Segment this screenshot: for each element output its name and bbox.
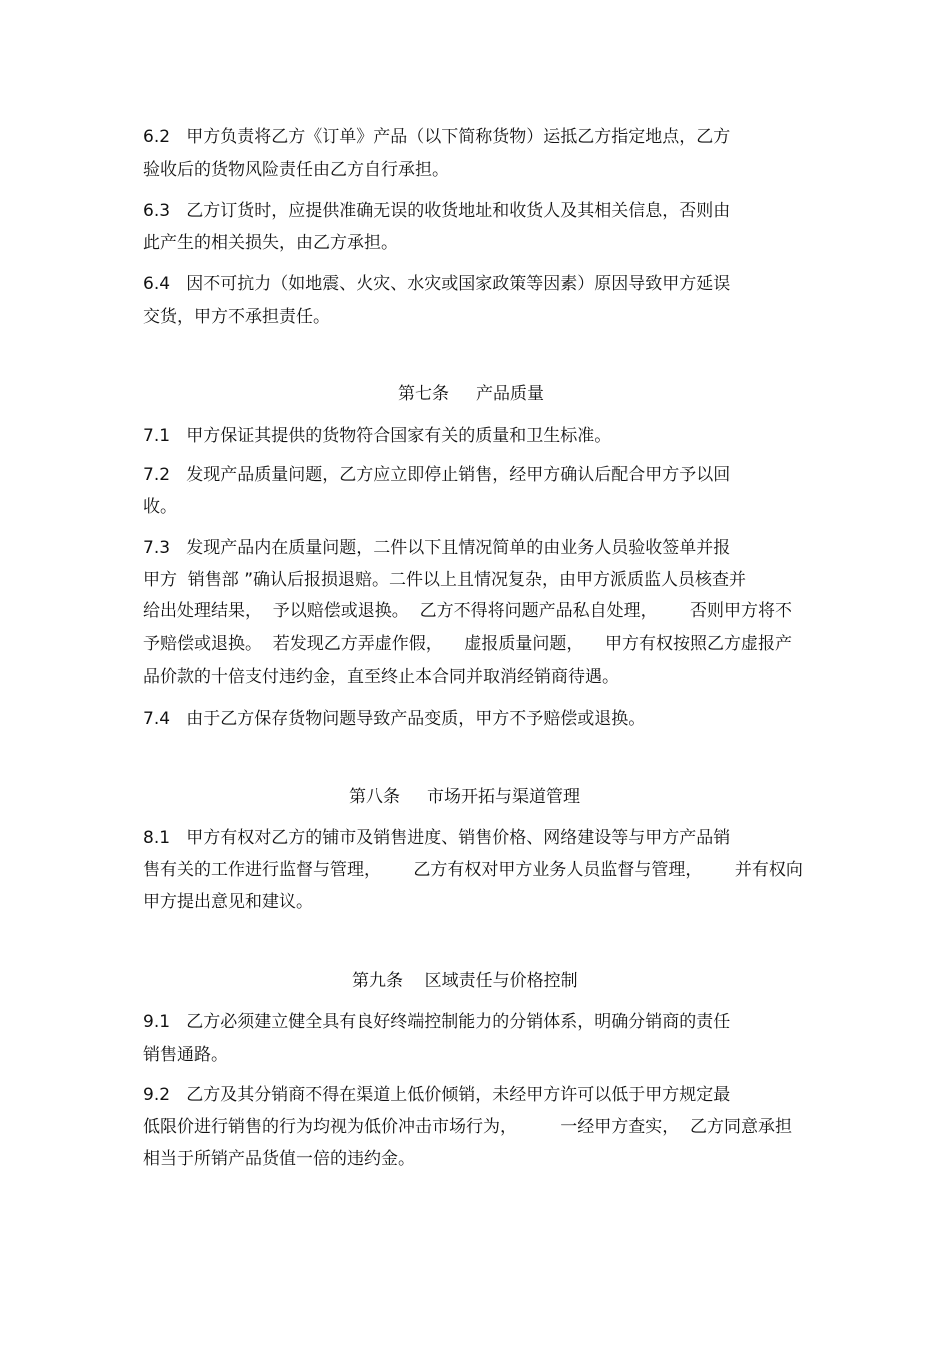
clause-9-2-line-2: 低限价进行销售的行为均视为低价冲击市场行为， 一经甲方查实， 乙方同意承担 — [143, 1117, 793, 1137]
clause-9-1-line-2: 销售通路。 — [143, 1045, 228, 1065]
clause-7-2-line-2: 收。 — [143, 497, 177, 517]
article-8-heading: 第八条 市场开拓与渠道管理 — [349, 787, 581, 807]
clause-6-3-line-2: 此产生的相关损失，由乙方承担。 — [143, 233, 398, 253]
clause-7-2-line-1: 7.2 发现产品质量问题，乙方应立即停止销售，经甲方确认后配合甲方予以回 — [143, 465, 731, 485]
clause-7-1-line-1: 7.1 甲方保证其提供的货物符合国家有关的质量和卫生标准。 — [143, 426, 612, 446]
clause-7-3-line-5: 品价款的十倍支付违约金，直至终止本合同并取消经销商待遇。 — [143, 667, 619, 687]
clause-7-3-line-1: 7.3 发现产品内在质量问题，二件以下且情况简单的由业务人员验收签单并报 — [143, 538, 731, 558]
clause-8-1-line-2: 售有关的工作进行监督与管理， 乙方有权对甲方业务人员监督与管理， 并有权向 — [143, 860, 803, 880]
clause-6-4-line-2: 交货，甲方不承担责任。 — [143, 307, 330, 327]
clause-8-1-line-1: 8.1 甲方有权对乙方的铺市及销售进度、销售价格、网络建设等与甲方产品销 — [143, 828, 731, 848]
article-9-heading: 第九条 区域责任与价格控制 — [352, 971, 578, 991]
clause-8-1-line-3: 甲方提出意见和建议。 — [143, 892, 313, 912]
clause-7-3-line-3: 给出处理结果， 予以赔偿或退换。 乙方不得将问题产品私自处理， 否则甲方将不 — [143, 601, 793, 621]
clause-7-3-line-2: 甲方 销售部 ”确认后报损退赔。二件以上且情况复杂，由甲方派质监人员核查并 — [143, 570, 747, 590]
clause-9-2-line-3: 相当于所销产品货值一倍的违约金。 — [143, 1149, 415, 1169]
clause-7-3-line-4: 予赔偿或退换。 若发现乙方弄虚作假， 虚报质量问题， 甲方有权按照乙方虚报产 — [143, 634, 793, 654]
clause-6-3-line-1: 6.3 乙方订货时，应提供准确无误的收货地址和收货人及其相关信息，否则由 — [143, 201, 731, 221]
clause-9-1-line-1: 9.1 乙方必须建立健全具有良好终端控制能力的分销体系，明确分销商的责任 — [143, 1012, 731, 1032]
clause-6-4-line-1: 6.4 因不可抗力（如地震、火灾、水灾或国家政策等因素）原因导致甲方延误 — [143, 274, 731, 294]
clause-9-2-line-1: 9.2 乙方及其分销商不得在渠道上低价倾销，未经甲方许可以低于甲方规定最 — [143, 1085, 731, 1105]
clause-6-2-line-1: 6.2 甲方负责将乙方《订单》产品（以下简称货物）运抵乙方指定地点，乙方 — [143, 127, 731, 147]
clause-7-4-line-1: 7.4 由于乙方保存货物问题导致产品变质，甲方不予赔偿或退换。 — [143, 709, 646, 729]
clause-6-2-line-2: 验收后的货物风险责任由乙方自行承担。 — [143, 160, 449, 180]
article-7-heading: 第七条 产品质量 — [398, 384, 545, 404]
